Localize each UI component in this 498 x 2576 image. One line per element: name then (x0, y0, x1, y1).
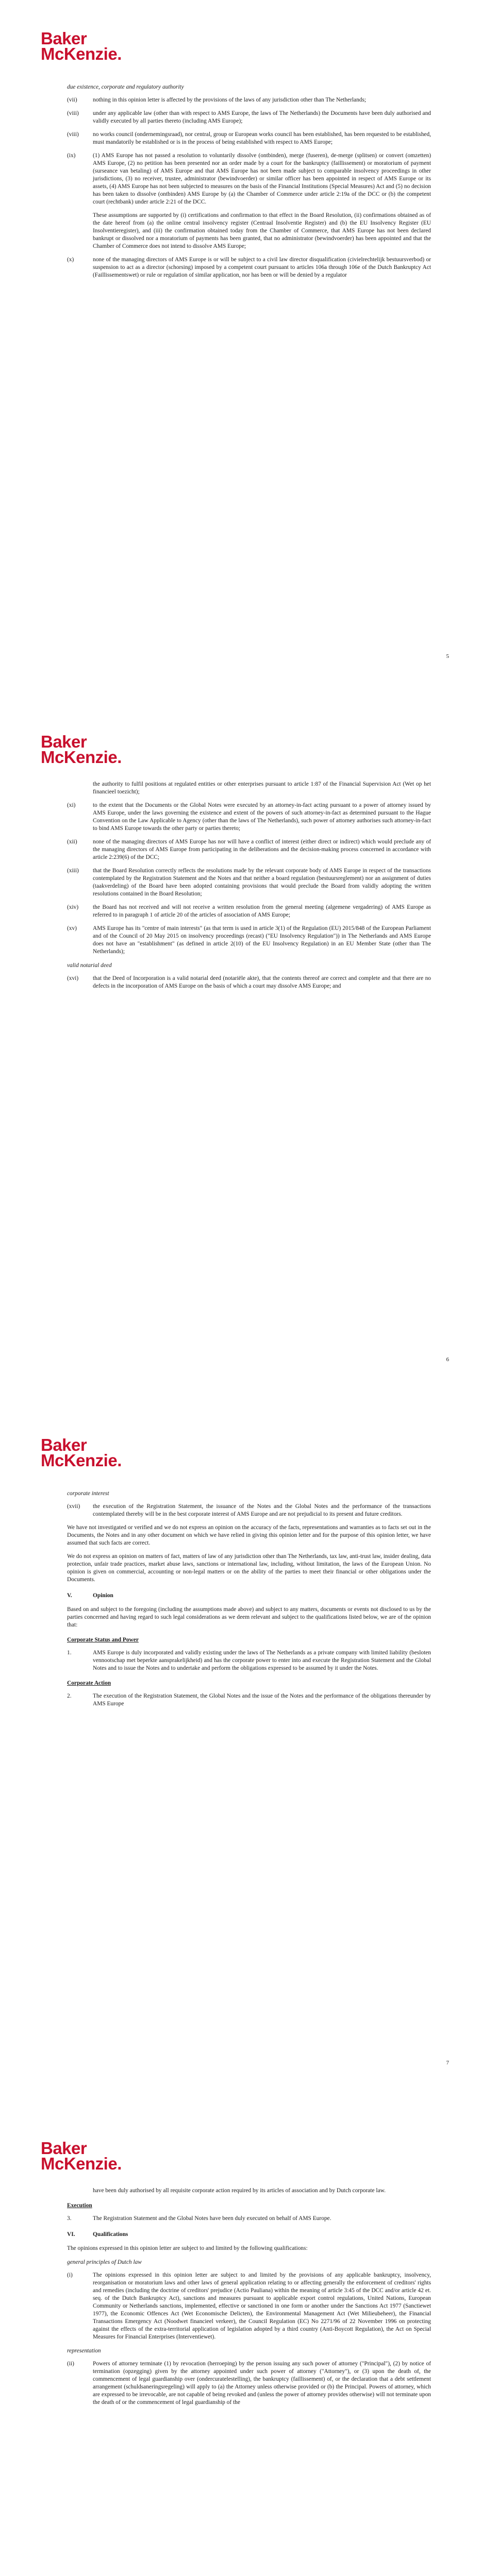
page-4 (0, 2110, 498, 2576)
paragraph: We have not investigated or verified and we do not express an opinion on the accuracy of the facts, representations and warranties as to facts set out in the Documents, the Notes and in any other document on which we have relied in giving this opinion letter and for the purpose of this opinion letter, we have assumed that such facts are correct. (67, 1524, 431, 1546)
paragraph-text: Qualifications (93, 2231, 128, 2238)
continued-paragraph: These assumptions are supported by (i) certifications and confirmation to that effect in the Board Resolution, (ii) confirmations obtained as of the date hereof from (a) the online central insolvency register (Centraal Insolventie Register) and (b) the EU Insolvency Register (EU Insolventieregister), and (iii) the confirmation obtained today from the Chamber of Commerce, that AMS Europe has not been declared bankrupt or dissolved nor a moratorium of payments has been granted, that no administrator (bewindvoerder) has been appointed and that the Chamber of Commerce does not intend to dissolve AMS Europe; (93, 212, 431, 249)
numbered-paragraph (67, 2360, 431, 2406)
page-content (67, 1484, 431, 2053)
paragraph-text: that the Deed of Incorporation is a valid notarial deed (notariële akte), that the contents thereof are correct and complete and that there are no defects in the incorporation of AMS Europe on the basis of which a court may dissolve AMS Europe; and (93, 975, 431, 989)
baker-mckenzie-logo: Baker McKenzie. (41, 29, 122, 63)
page-number: 7 (446, 2060, 449, 2066)
subheading: valid notarial deed (67, 962, 112, 969)
page-number: 6 (446, 1357, 449, 1363)
baker-mckenzie-logo: Baker McKenzie. (41, 1435, 122, 1470)
underlined-heading: Corporate Status and Power (67, 1637, 139, 1643)
underlined-heading: Corporate Action (67, 1680, 111, 1686)
paragraph: We do not express an opinion on matters of fact, matters of law of any jurisdiction other than The Netherlands, tax law, anti-trust law, insider dealing, data protection, unfair trade practices, market abuse laws, sanctions or international law, including, without limitation, the laws of the European Union. No opinion is given on commercial, accounting or non-legal matters or on the ability of the parties to meet their financial or other obligations under the Documents. (67, 1553, 431, 1583)
page-1 (0, 0, 498, 703)
subheading: due existence, corporate and regulatory authority (67, 84, 184, 90)
numbered-paragraph (67, 152, 431, 206)
page-number: 5 (446, 653, 449, 659)
paragraph-text: the Board has not received and will not receive a written resolution from the general meeting (algemene vergadering) of AMS Europe as referred to in paragraph 1 of article 20 of the articles of association of AMS Europe; (93, 904, 431, 918)
numbered-paragraph (67, 96, 431, 104)
paragraph-number: (xiv) (67, 904, 79, 910)
numbered-paragraph (67, 802, 431, 833)
paragraph-number: 2. (67, 1693, 72, 1699)
paragraph-number: (i) (67, 2272, 73, 2278)
paragraph-text: The opinions expressed in this opinion letter are subject to and limited by the provisions of any applicable bankruptcy, insolvency, reorganisation or moratorium laws and other laws of general application relating to or affecting generally the enforcement of creditors' rights and remedies (including the doctrine of creditors' prejudice (Actio Pauliana) within the meaning of article 3:45 of the DCC and/or article 42 et. seq. of the Dutch Bankruptcy Act), sanctions and measures pursuant to applicable export control regulations, United Nations, European Community or Netherlands sanctions, implemented, effective or sanctioned in one form or another under the Sanctions Act 1977 (Sanctiewet 1977), the Economic Offences Act (Wet Economische Delicten), the Environmental Management Act (Wet Milieubeheer), the Financial Transactions Emergency Act (Noodwet financieel verkeer), the Council Regulation (EC) No 2271/96 of 22 November 1996 on protecting against the effects of the extra-territorial application of legislation adopted by a third country (Anti-Boycott Regulation), the Act on Special Measures for Financial Enterprises (Interventiewet). (93, 2272, 431, 2340)
page-3 (0, 1406, 498, 2110)
page-content (67, 77, 431, 647)
paragraph-text: none of the managing directors of AMS Europe is or will be subject to a civil law director disqualification (civielrechtelijk bestuursverbod) or suspension to act as a director (schorsing) imposed by a competent court pursuant to articles 106a through 106e of the Dutch Bankruptcy Act (Faillissementswet) or rule or regulation of similar application, nor has been or will be denied by a regulator (93, 257, 431, 278)
paragraph-number: 1. (67, 1650, 72, 1656)
paragraph-number: (xv) (67, 925, 77, 931)
baker-mckenzie-logo: Baker McKenzie. (41, 2139, 122, 2173)
numbered-paragraph (67, 1649, 431, 1672)
baker-mckenzie-logo: Baker McKenzie. (41, 732, 122, 767)
paragraph-number: (x) (67, 257, 74, 263)
paragraph-number: (xvi) (67, 975, 79, 981)
paragraph-number: (viii) (67, 110, 79, 116)
numbered-paragraph (67, 867, 431, 898)
continued-paragraph: the authority to fulfil positions at regulated entities or other enterprises pursuant to article 1:87 of the Financial Supervision Act (Wet op het financieel toezicht); (93, 781, 431, 795)
paragraph-text: to the extent that the Documents or the Global Notes were executed by an attorney-in-fact acting pursuant to a power of attorney issued by AMS Europe, under the laws governing the existence and extent of the powers of such attorney-in-fact as determined pursuant to the Hague Convention on the Law Applicable to Agency (other than the laws of The Netherlands), such power of attorney authorises such attorney-in-fact to bind AMS Europe towards the other party or parties thereto; (93, 802, 431, 832)
paragraph-number: V. (67, 1592, 72, 1599)
paragraph-number: 3. (67, 2215, 72, 2222)
numbered-paragraph (67, 925, 431, 956)
paragraph: The opinions expressed in this opinion letter are subject to and limited by the following qualifications: (67, 2245, 308, 2251)
numbered-paragraph (67, 838, 431, 861)
subheading: representation (67, 2348, 101, 2354)
page-content (67, 2187, 431, 2576)
continued-paragraph: have been duly authorised by all requisite corporate action required by its articles of association and by Dutch corporate law. (93, 2188, 386, 2194)
underlined-heading: Execution (67, 2202, 92, 2209)
paragraph-number: (xii) (67, 839, 77, 845)
numbered-paragraph (67, 1503, 431, 1518)
paragraph-text: Opinion (93, 1592, 113, 1599)
paragraph-text: the execution of the Registration Statement, the issuance of the Notes and the Global Notes and the performance of the transactions contemplated thereby will be in the best corporate interest of AMS Europe and are not prejudicial to its present and future creditors. (93, 1503, 431, 1517)
paragraph-text: The execution of the Registration Statement, the Global Notes and the issue of the Notes and the performance of the obligations thereunder by AMS Europe (93, 1693, 431, 1707)
paragraph-number: VI. (67, 2231, 75, 2238)
paragraph-text: none of the managing directors of AMS Europe has nor will have a conflict of interest (either direct or indirect) which would preclude any of the managing directors of AMS Europe from participating in the deliberations and the decision-making process concerned in accordance with article 2:239(6) of the DCC; (93, 839, 431, 860)
paragraph-text: AMS Europe is duly incorporated and validly existing under the laws of The Netherlands as a private company with limited liability (besloten vennootschap met beperkte aansprakelijkheid) and has the corporate power to enter into and execute the Registration Statement and the Global Notes and to issue the Notes and to undertake and perform the obligations expressed to be assumed by it under the Notes. (93, 1650, 431, 1671)
paragraph-number: (xiii) (67, 868, 79, 874)
paragraph-number: (xi) (67, 802, 76, 808)
paragraph-text: (1) AMS Europe has not passed a resolution to voluntarily dissolve (ontbinden), merge (fuseren), de-merge (splitsen) or convert (omzetten) AMS Europe, (2) no petition has been presented nor an order made by a court for the bankruptcy (faillissement) or moratorium of payment (surseance van betaling) of AMS Europe and that AMS Europe has not been made subject to comparable insolvency proceedings in other jurisdictions, (3) no receiver, trustee, administrator (bewindvoerder) or similar officer has been appointed in respect of AMS Europe or its assets, (4) AMS Europe has not been subjected to measures on the basis of the Financial Institutions (Special Measures) Act and (5) no decision has been taken to dissolve (ontbinden) AMS Europe by (a) the Chamber of Commerce under article 2:19a of the DCC or (b) the competent court (rechtbank) under article 2:21 of the DCC. (93, 152, 431, 205)
subheading: general principles of Dutch law (67, 2259, 142, 2265)
numbered-paragraph (67, 131, 431, 146)
paragraph-number: (vii) (67, 97, 77, 103)
numbered-paragraph (67, 2272, 431, 2341)
paragraph-text: under any applicable law (other than with respect to AMS Europe, the laws of The Netherlands) the Documents have been duly authorised and validly executed by all parties thereto (including AMS Europe); (93, 110, 431, 124)
paragraph: Based on and subject to the foregoing (including the assumptions made above) and subject to any matters, documents or events not disclosed to us by the parties concerned and having regard to such legal considerations as we deem relevant and subject to the qualifications listed below, we are of the opinion that: (67, 1606, 431, 1628)
numbered-paragraph (67, 1692, 431, 1708)
numbered-paragraph (67, 110, 431, 125)
paragraph-number: (ix) (67, 152, 76, 159)
numbered-paragraph (67, 256, 431, 279)
paragraph-text: Powers of attorney terminate (1) by revocation (herroeping) by the person issuing any such power of attorney ("Principal"), (2) by notice of termination (opzegging) given by the attorney appointed under such power of attorney ("Attorney"), or (3) upon the death of, the commencement of legal guardianship over (ondercuratelestelling), the bankruptcy (faillissement) of, or the declaration that a debt settlement arrangement (schuldsaneringsregeling) will apply to (a) the Attorney unless otherwise provided or (b) the Principal. Powers of attorney, which are expressed to be irrevocable, are not capable of being revoked and (unless the power of attorney provides otherwise) will not terminate upon the death of or the commencement of legal guardianship of the (93, 2361, 431, 2405)
paragraph-text: AMS Europe has its "centre of main interests" (as that term is used in article 3(1) of the Regulation (EU) 2015/848 of the European Parliament and of the Council of 20 May 2015 on insolvency proceedings (recast) ("EU Insolvency Regulation")) in The Netherlands and AMS Europe does not have an "establishment" (as defined in article 2(10) of the EU Insolvency Regulation) in an EU Member State (other than The Netherlands); (93, 925, 431, 955)
paragraph-text: nothing in this opinion letter is affected by the provisions of the laws of any jurisdiction other than The Netherlands; (93, 97, 367, 103)
paragraph-text: that the Board Resolution correctly reflects the resolutions made by the relevant corporate body of AMS Europe in respect of the transactions contemplated by the Registration Statement and the Notes and that neither a board regulation (bestuursreglement) nor an assignment of duties (taakverdeling) of the Board have been adopted containing provisions that would preclude the Board from validly adopting the written resolutions contained in the Board Resolution; (93, 868, 431, 897)
paragraph-text: The Registration Statement and the Global Notes have been duly executed on behalf of AMS Europe. (93, 2215, 331, 2222)
section-heading (67, 1592, 431, 1600)
numbered-paragraph (67, 2215, 431, 2223)
section-heading (67, 2231, 431, 2239)
paragraph-number: (viii) (67, 131, 79, 138)
page-2 (0, 703, 498, 1406)
paragraph-number: (xvii) (67, 1503, 80, 1510)
paragraph-number: (ii) (67, 2361, 74, 2367)
paragraph-text: no works council (ondernemingsraad), nor central, group or European works council has been established, has been requested to be established, must mandatorily be established or is in the process of being established with respect to AMS Europe; (93, 131, 431, 145)
subheading: corporate interest (67, 1490, 109, 1497)
numbered-paragraph (67, 975, 431, 990)
numbered-paragraph (67, 904, 431, 919)
page-content (67, 781, 431, 1350)
